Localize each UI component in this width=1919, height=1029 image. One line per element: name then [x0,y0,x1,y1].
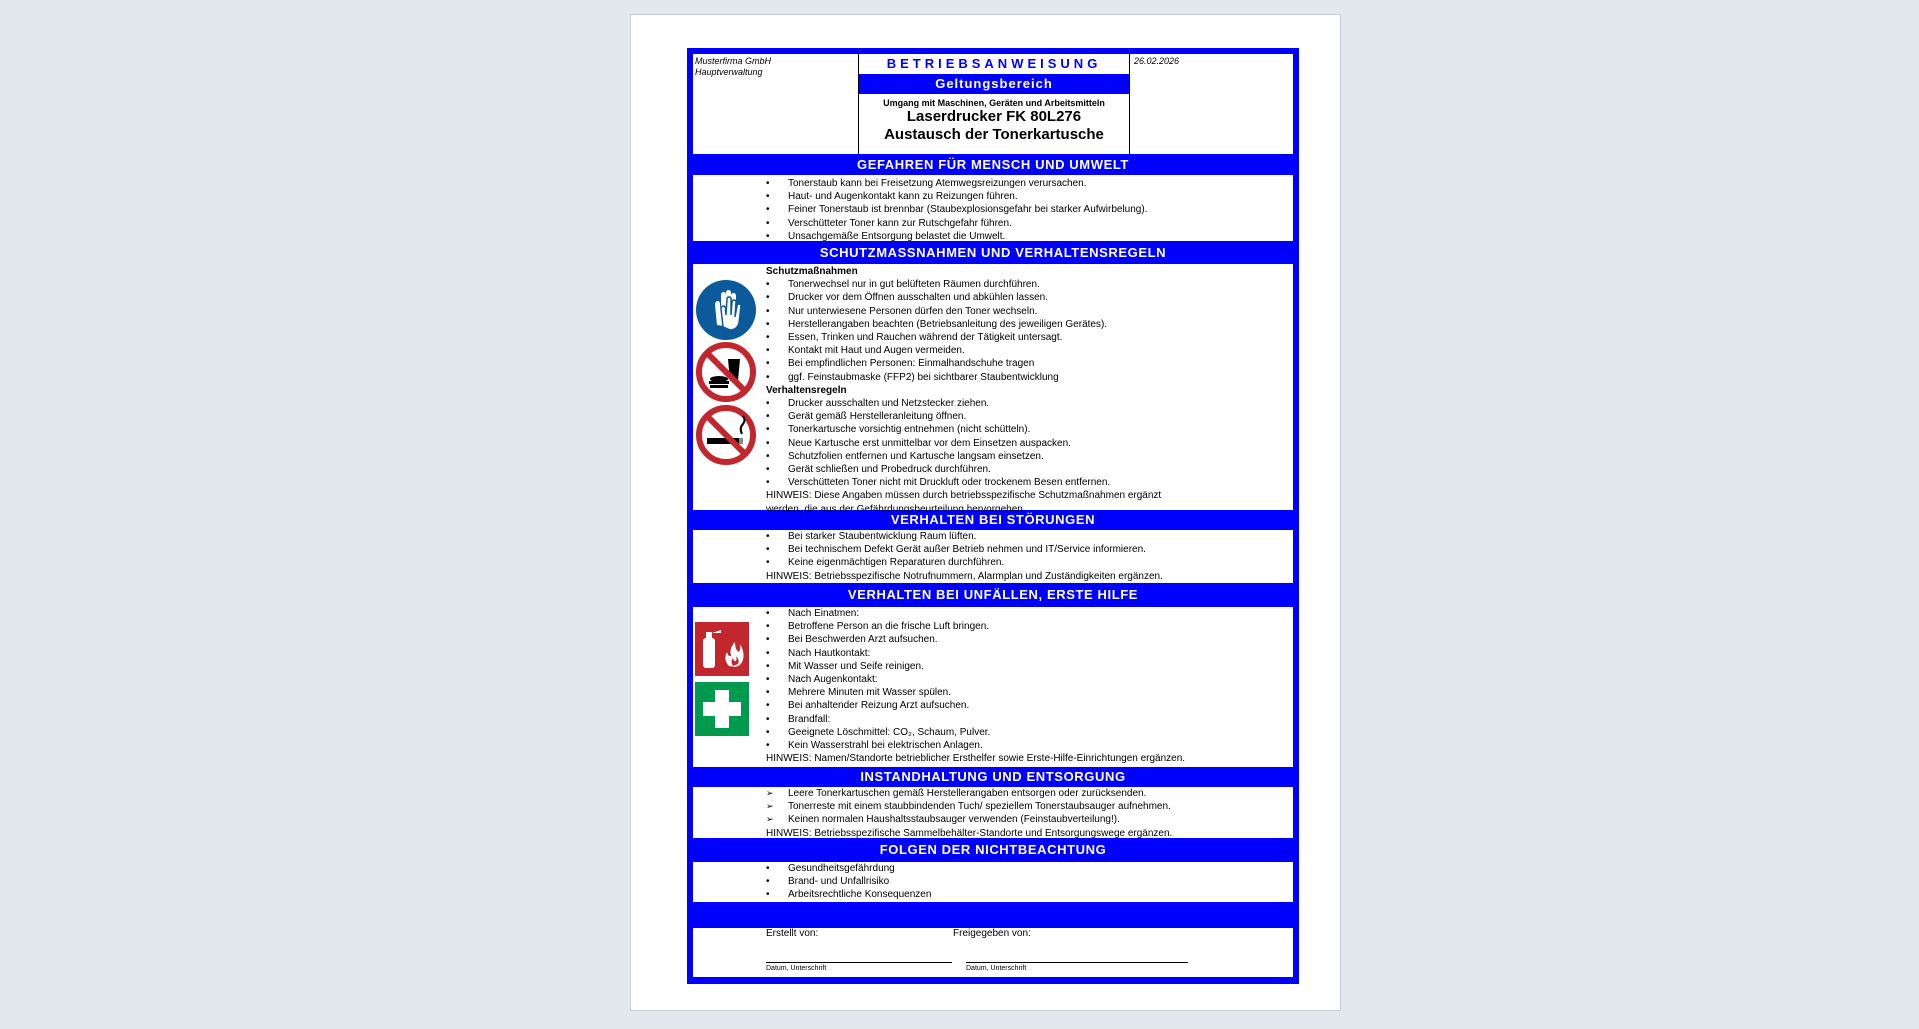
document-page [630,14,1341,1011]
list-item: • ggf. Feinstaubmaske (FFP2) bei sichtbarer Staubentwicklung [766,371,1286,384]
list-item: • Drucker ausschalten und Netzstecker ziehen. [766,397,1286,410]
document-date: 26.02.2026 [1134,56,1180,66]
company-info [695,56,855,78]
faults-list [766,530,1286,570]
section-hazards [693,175,1293,241]
section-title-accidents: VERHALTEN BEI UNFÄLLEN, ERSTE HILFE [847,587,1139,602]
list-item: • Gerät gemäß Herstelleranleitung öffnen. [766,410,1286,423]
list-item: • Verschütteten Toner nicht mit Druckluft oder trockenem Besen entfernen. [766,476,1286,489]
list-item: • Arbeitsrechtliche Konsequenzen [766,888,1286,901]
list-item: • Brandfall: [766,713,1286,726]
list-item: • Mit Wasser und Seife reinigen. [766,660,1286,673]
list-item: • Schutzfolien entfernen und Kartusche langsam einsetzen. [766,450,1286,463]
faults-note: HINWEIS: Betriebsspezifische Notrufnummern, Alarmplan und Zuständigkeiten ergänzen. [766,570,1163,582]
header-title-block [858,54,1130,154]
list-item: • Bei starker Staubentwicklung Raum lüften. [766,530,1286,543]
list-item: • Tonerkartusche vorsichtig entnehmen (nicht schütteln). [766,423,1286,436]
signature-caption-creator: Datum, Unterschrift [766,965,827,972]
list-item: • Nur unterwiesene Personen dürfen den Toner wechseln. [766,305,1286,318]
signature-line-creator [766,962,952,963]
hazards-list [766,177,1286,243]
section-faults [693,530,1293,583]
scope-label: Geltungsbereich [859,74,1129,94]
list-item: • Bei empfindlichen Personen: Einmalhandschuhe tragen [766,357,1286,370]
list-item: • Gerät schließen und Probedruck durchführen. [766,463,1286,476]
section-accidents [693,607,1293,767]
protective-measures-list [766,278,1286,384]
list-item: • Kein Wasserstrahl bei elektrischen Anlagen. [766,739,1286,752]
list-item: • Nach Einatmen: [766,607,1286,620]
signature-caption-approver: Datum, Unterschrift [966,965,1027,972]
protection-note: HINWEIS: Diese Angaben müssen durch betriebsspezifische Schutzmaßnahmen ergänzt werden, die aus der Gefährdungsbeurteilung hervorgehen. [766,490,1162,515]
list-item: • Essen, Trinken und Rauchen während der Tätigkeit untersagt. [766,331,1286,344]
section-title-maintenance: INSTANDHALTUNG UND ENTSORGUNG [860,769,1126,784]
list-item: • Tonerwechsel nur in gut belüfteten Räumen durchführen. [766,278,1286,291]
company-name: Musterfirma GmbH [695,56,772,66]
signature-block [693,928,1293,977]
section-maintenance [693,787,1293,838]
section-title-protection: SCHUTZMASSNAHMEN UND VERHALTENSREGELN [819,245,1167,260]
list-item: • Bei Beschwerden Arzt aufsuchen. [766,633,1286,646]
list-item: ➢ Tonerreste mit einem staubbindenden Tuch/ speziellem Tonerstaubsauger aufnehmen. [766,800,1286,813]
section-title-faults: VERHALTEN BEI STÖRUNGEN [890,512,1096,527]
first-aid-icon [695,682,749,736]
list-item: • Gesundheitsgefährdung [766,862,1286,875]
subheading-protective-measures: Schutzmaßnahmen [766,266,858,277]
consequences-list [766,862,1286,902]
list-item: • Mehrere Minuten mit Wasser spülen. [766,686,1286,699]
signature-line-approver [966,962,1188,963]
list-item: • Unsachgemäße Entsorgung belastet die Umwelt. [766,230,1286,243]
operating-instruction-sheet [687,48,1299,984]
maintenance-list [766,787,1286,827]
no-smoking-icon [695,404,757,466]
list-item: • Feiner Tonerstaub ist brennbar (Staubexplosionsgefahr bei starker Aufwirbelung). [766,203,1286,216]
list-item: • Geeignete Löschmittel: CO₂, Schaum, Pulver. [766,726,1286,739]
fire-extinguisher-icon [695,622,749,676]
list-item: • Haut- und Augenkontakt kann zu Reizungen führen. [766,190,1286,203]
company-unit: Hauptverwaltung [695,67,763,77]
list-item: • Brand- und Unfallrisiko [766,875,1286,888]
section-title-hazards: GEFAHREN FÜR MENSCH UND UMWELT [857,157,1129,172]
list-item: ➢ Leere Tonerkartuschen gemäß Herstellerangaben entsorgen oder zurücksenden. [766,787,1286,800]
list-item: • Neue Kartusche erst unmittelbar vor dem Einsetzen auspacken. [766,437,1286,450]
list-item: ➢ Keinen normalen Haushaltsstaubsauger verwenden (Feinstaubverteilung!). [766,813,1286,826]
document-title: BETRIEBSANWEISUNG [886,56,1102,71]
maintenance-note: HINWEIS: Betriebsspezifische Sammelbehälter-Standorte und Entsorgungswege ergänzen. [766,827,1173,839]
list-item: • Drucker vor dem Öffnen ausschalten und abkühlen lassen. [766,291,1286,304]
list-item: • Tonerstaub kann bei Freisetzung Atemwegsreizungen verursachen. [766,177,1286,190]
task-name: Austausch der Tonerkartusche [884,126,1104,143]
released-by-label: Freigegeben von: [953,928,1031,939]
first-aid-list [766,607,1286,752]
scope-subtitle: Umgang mit Maschinen, Geräten und Arbeitsmitteln [883,98,1105,108]
list-item: • Betroffene Person an die frische Luft bringen. [766,620,1286,633]
list-item: • Bei anhaltender Reizung Arzt aufsuchen. [766,699,1286,712]
list-item: • Bei technischem Defekt Gerät außer Betrieb nehmen und IT/Service informieren. [766,543,1286,556]
no-eating-drinking-icon [695,341,757,403]
created-by-label: Erstellt von: [766,928,819,939]
list-item: • Keine eigenmächtigen Reparaturen durchführen. [766,556,1286,569]
section-consequences [693,862,1293,902]
first-aid-note: HINWEIS: Namen/Standorte betrieblicher Ersthelfer sowie Erste-Hilfe-Einrichtungen ergänzen. [766,753,1186,765]
section-title-consequences: FOLGEN DER NICHTBEACHTUNG [879,842,1107,857]
section-protection [693,264,1293,515]
header-block [693,54,1293,154]
subheading-rules-of-conduct: Verhaltensregeln [766,384,847,396]
list-item: • Herstellerangaben beachten (Betriebsanleitung des jeweiligen Gerätes). [766,318,1286,331]
list-item: • Nach Hautkontakt: [766,647,1286,660]
device-name: Laserdrucker FK 80L276 [906,108,1082,125]
list-item: • Verschütteter Toner kann zur Rutschgefahr führen. [766,217,1286,230]
list-item: • Kontakt mit Haut und Augen vermeiden. [766,344,1286,357]
gloves-mandatory-icon [695,279,757,341]
rules-of-conduct-list [766,397,1286,489]
list-item: • Nach Augenkontakt: [766,673,1286,686]
